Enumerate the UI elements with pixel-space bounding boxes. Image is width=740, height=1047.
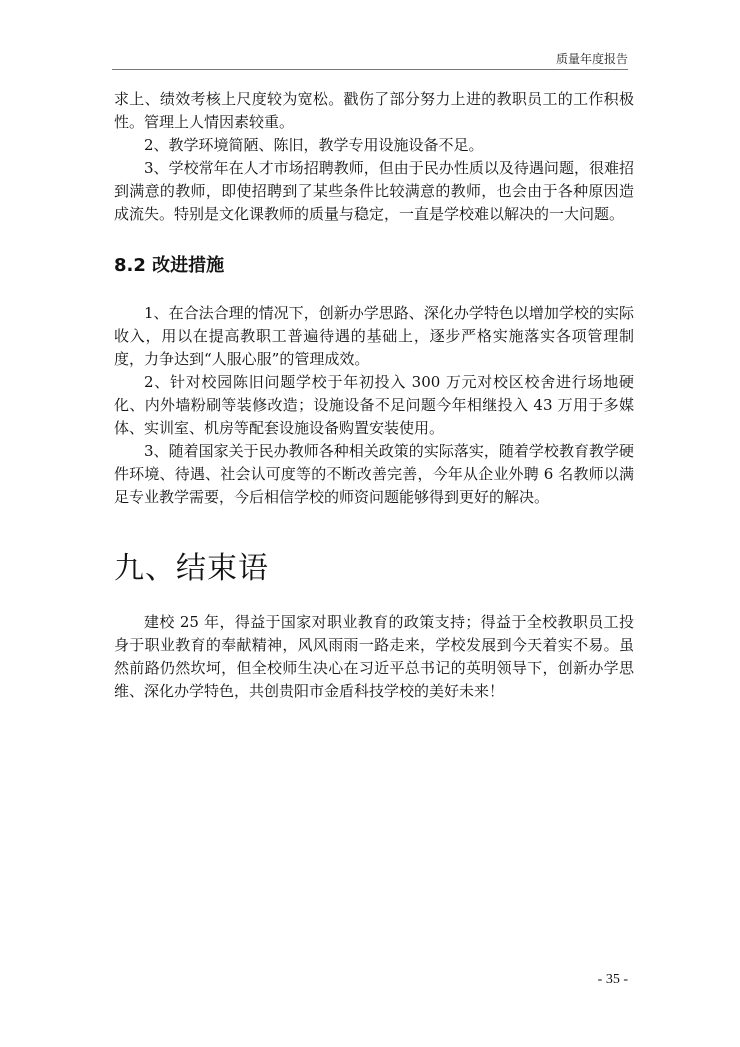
chapter-heading-9: 九、结束语 — [114, 551, 269, 586]
paragraph-measure-2: 2、针对校园陈旧问题学校于年初投入 300 万元对校区校舍进行场地硬化、内外墙粉刷等装修改造；设施设备不足问题今年相继投入 43 万用于多媒体、实训室、机房等配套设施设备购置安装使用。 — [114, 373, 634, 437]
running-header: 质量年度报告 — [555, 52, 628, 66]
paragraph-conclusion: 建校 25 年，得益于国家对职业教育的政策支持；得益于全校教职员工投身于职业教育的奉献精神，风风雨雨一路走来，学校发展到今天着实不易。虽然前路仍然坎坷，但全校师生决心在习近平总书记的英明领导下，创新办学思维、深化办学特色，共创贵阳市金盾科技学校的美好未来！ — [114, 613, 634, 700]
page-number: - 35 - — [597, 972, 628, 987]
paragraph-continued: 求上、绩效考核上尺度较为宽松。戳伤了部分努力上进的教职员工的工作积极性。管理上人情因素较重。 — [114, 90, 634, 131]
paragraph-measure-3: 3、随着国家关于民办教师各种相关政策的实际落实，随着学校教育教学硬件环境、待遇、社会认可度等的不断改善完善，今年从企业外聘 6 名教师以满足专业教学需要，今后相信学校的师资问题能够得到更好的解决。 — [114, 442, 634, 506]
paragraph-measure-1: 1、在合法合理的情况下，创新办学思路、深化办学特色以增加学校的实际收入，用以在提高教职工普遍待遇的基础上，逐步严格实施落实各项管理制度，力争达到“人服心服”的管理成效。 — [114, 304, 634, 368]
paragraph-problem-2: 2、教学环境简陋、陈旧，教学专用设施设备不足。 — [144, 136, 484, 154]
section-heading-8-2: 8.2 改进措施 — [114, 255, 225, 276]
paragraph-problem-3: 3、学校常年在人才市场招聘教师，但由于民办性质以及待遇问题，很难招到满意的教师，即使招聘到了某些条件比较满意的教师，也会由于各种原因造成流失。特别是文化课教师的质量与稳定，一直是学校难以解决的一大问题。 — [114, 159, 634, 223]
header-divider — [112, 69, 628, 70]
document-body — [114, 88, 634, 703]
